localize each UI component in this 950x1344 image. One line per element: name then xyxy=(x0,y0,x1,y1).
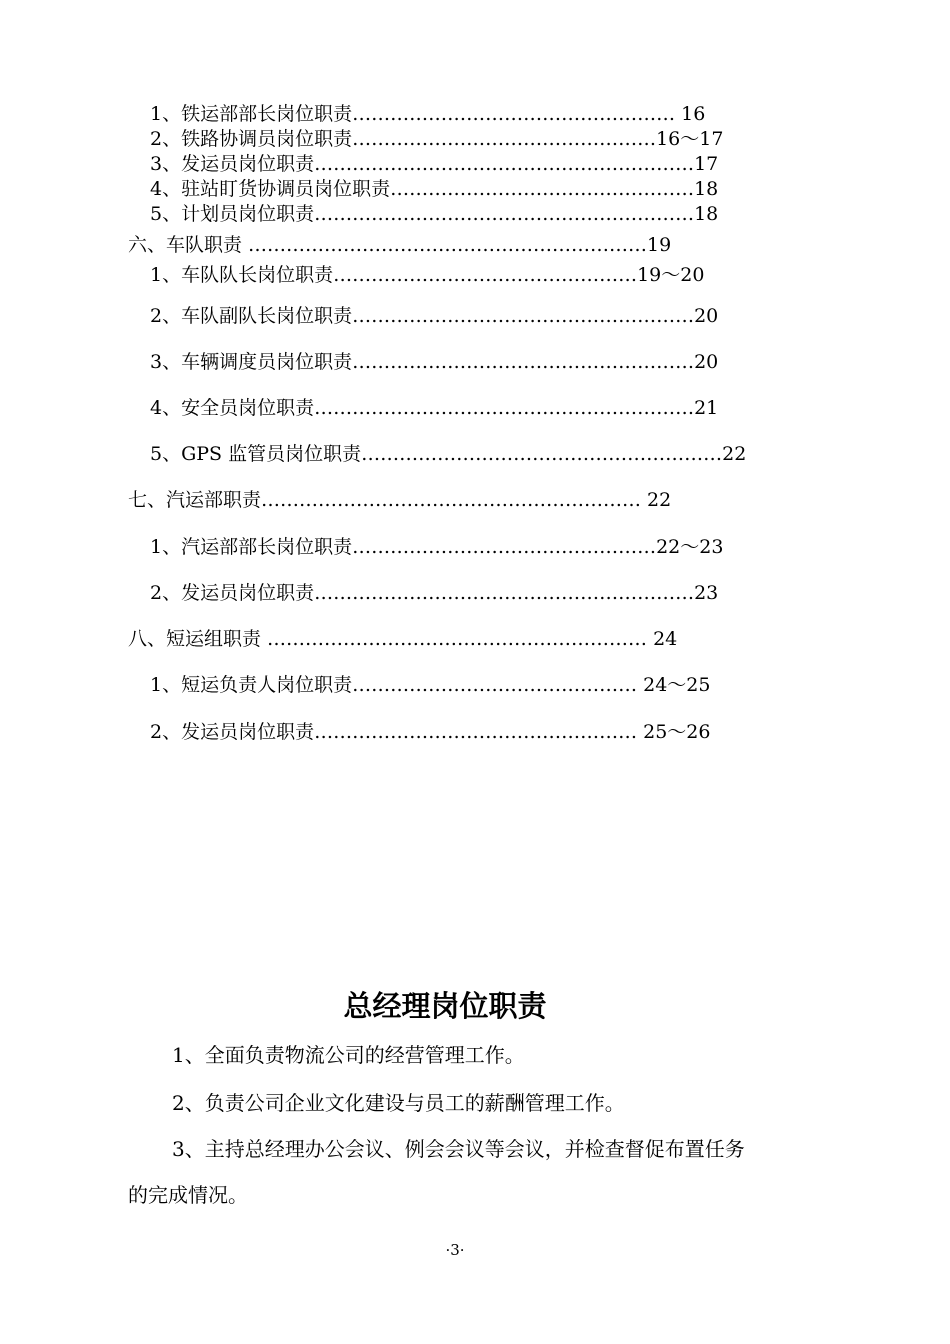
toc-entry: 5、计划员岗位职责……………………………………………………18 xyxy=(150,203,719,225)
toc-entry: 3、发运员岗位职责……………………………………………………17 xyxy=(150,153,719,175)
toc-entry: 1、车队队长岗位职责…………………………………………19～20 xyxy=(150,264,705,286)
toc-entry: 1、汽运部部长岗位职责…………………………………………22～23 xyxy=(150,536,724,558)
toc-entry: 1、铁运部部长岗位职责…………………………………………… 16 xyxy=(150,103,706,125)
toc-section: 七、汽运部职责…………………………………………………… 22 xyxy=(128,489,672,511)
page-number: ·3· xyxy=(445,1241,465,1259)
section-title: 总经理岗位职责 xyxy=(343,989,547,1023)
toc-entry: 4、安全员岗位职责……………………………………………………21 xyxy=(150,397,719,419)
toc-entry: 2、发运员岗位职责…………………………………………… 25～26 xyxy=(150,721,711,743)
toc-entry: 2、车队副队长岗位职责………………………………………………20 xyxy=(150,305,719,327)
toc-section: 六、车队职责 ………………………………………………………19 xyxy=(128,234,672,256)
paragraph: 3、主持总经理办公会议、例会会议等会议，并检查督促布置任务 xyxy=(172,1137,745,1161)
toc-section: 八、短运组职责 …………………………………………………… 24 xyxy=(128,628,678,650)
toc-entry: 2、铁路协调员岗位职责…………………………………………16～17 xyxy=(150,128,724,150)
paragraph-continuation: 的完成情况。 xyxy=(128,1183,248,1207)
toc-entry: 5、GPS 监管员岗位职责…………………………………………………22 xyxy=(150,443,747,465)
toc-entry: 3、车辆调度员岗位职责………………………………………………20 xyxy=(150,351,719,373)
paragraph: 2、负责公司企业文化建设与员工的薪酬管理工作。 xyxy=(172,1091,625,1115)
toc-entry: 1、短运负责人岗位职责……………………………………… 24～25 xyxy=(150,674,711,696)
toc-entry: 2、发运员岗位职责……………………………………………………23 xyxy=(150,582,719,604)
paragraph: 1、全面负责物流公司的经营管理工作。 xyxy=(172,1043,525,1067)
toc-entry: 4、驻站盯货协调员岗位职责…………………………………………18 xyxy=(150,178,719,200)
